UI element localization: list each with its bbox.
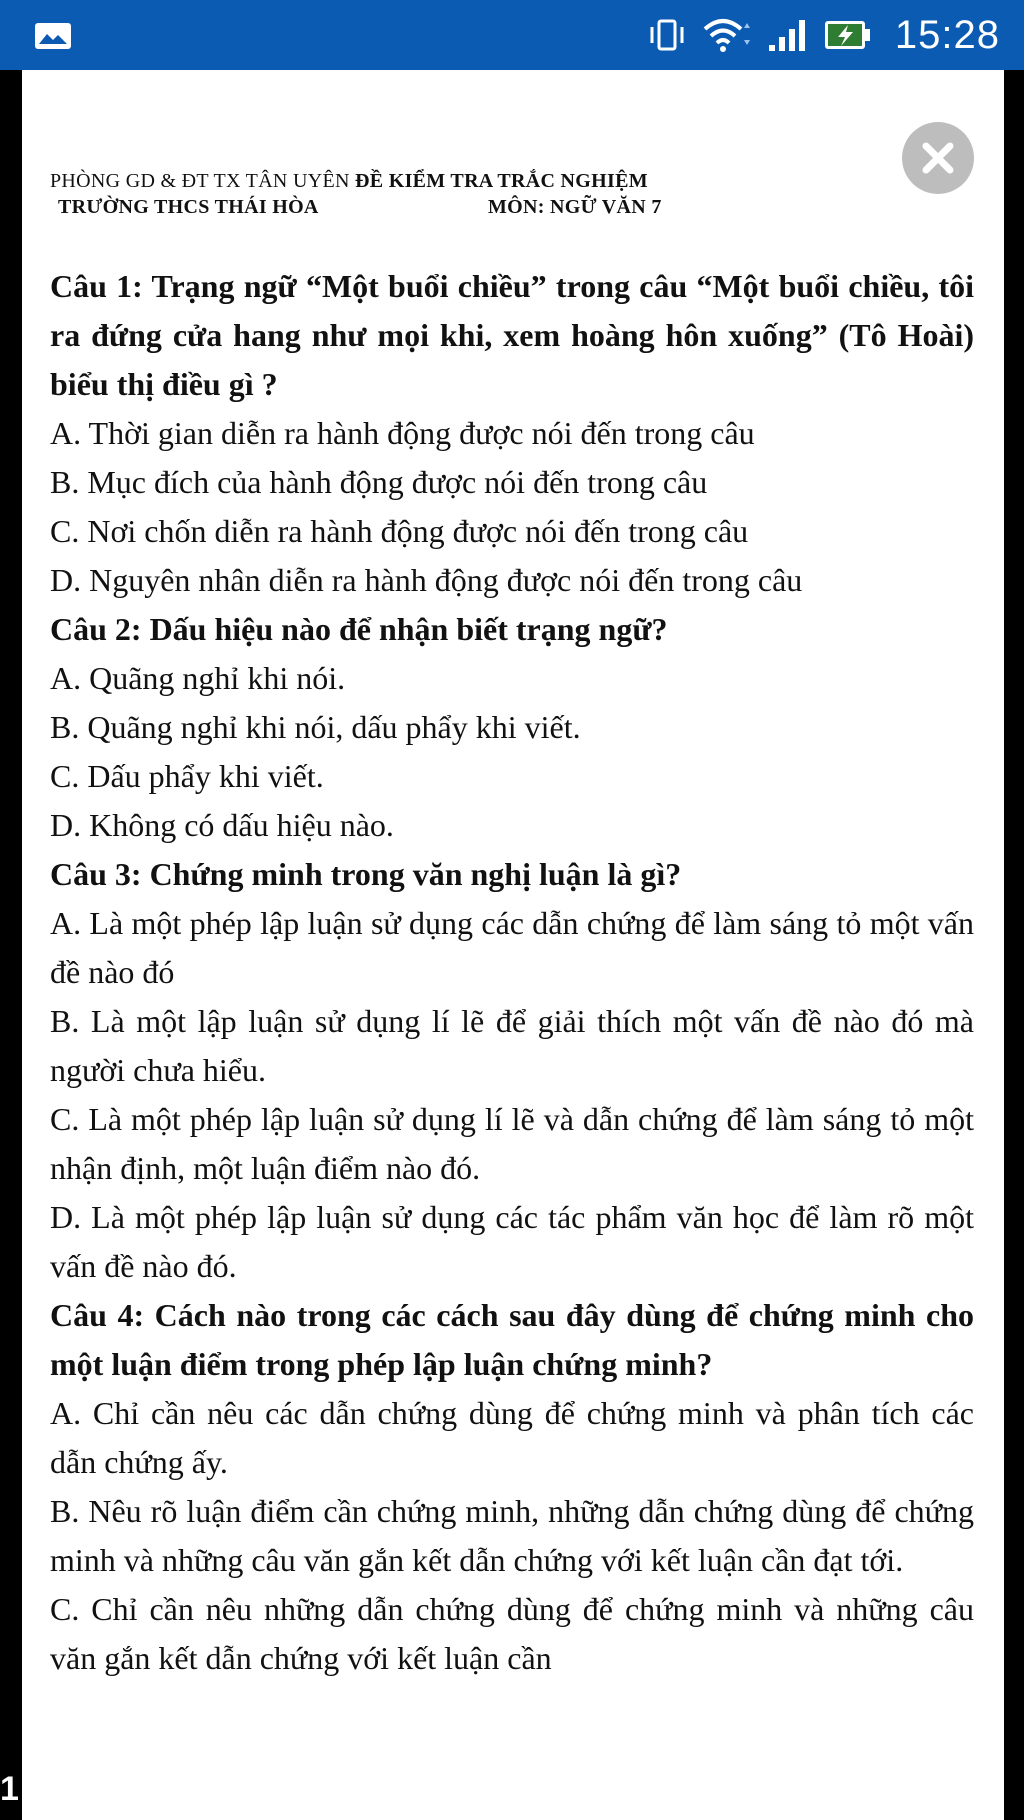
- vibrate-icon: [647, 17, 687, 53]
- option-a: A. Quãng nghỉ khi nói.: [50, 660, 346, 696]
- education-office: PHÒNG GD & ĐT TX TÂN UYÊN: [50, 170, 350, 192]
- exam-title: ĐỀ KIỂM TRA TRẮC NGHIỆM: [355, 170, 648, 192]
- question-1: [50, 262, 974, 605]
- document-header: [50, 168, 870, 220]
- option-d: D. Là một phép lập luận sử dụng các tác phẩm văn học để làm rõ một vấn đề nào đó.: [50, 1199, 974, 1284]
- option-c: C. Chỉ cần nêu những dẫn chứng dùng để chứng minh và những câu văn gắn kết dẫn chứng với kết luận cần: [50, 1591, 974, 1676]
- subject-name: MÔN: NGỮ VĂN 7: [488, 196, 662, 218]
- option-c: C. Nơi chốn diễn ra hành động được nói đến trong câu: [50, 513, 749, 549]
- option-b: B. Quãng nghỉ khi nói, dấu phẩy khi viết.: [50, 709, 581, 745]
- option-b: B. Nêu rõ luận điểm cần chứng minh, những dẫn chứng dùng để chứng minh và những câu văn gắn kết dẫn chứng với kết luận cần đạt tới.: [50, 1493, 974, 1578]
- signal-icon: [767, 17, 809, 53]
- option-c: C. Dấu phẩy khi viết.: [50, 758, 324, 794]
- page-marker: 1: [0, 1770, 19, 1808]
- question-text: Câu 3: Chứng minh trong văn nghị luận là gì?: [50, 856, 682, 892]
- question-text: Câu 1: Trạng ngữ “Một buổi chiều” trong câu “Một buổi chiều, tôi ra đứng cửa hang như mọi khi, xem hoàng hôn xuống” (Tô Hoài) biểu thị điều gì ?: [50, 268, 974, 402]
- close-button[interactable]: [902, 122, 974, 194]
- question-text: Câu 4: Cách nào trong các cách sau đây dùng để chứng minh cho một luận điểm trong phép lập luận chứng minh?: [50, 1297, 974, 1382]
- option-b: B. Là một lập luận sử dụng lí lẽ để giải thích một vấn đề nào đó mà người chưa hiểu.: [50, 1003, 974, 1088]
- option-b: B. Mục đích của hành động được nói đến trong câu: [50, 464, 708, 500]
- status-icons: [647, 0, 1000, 70]
- gallery-icon: [34, 22, 72, 50]
- school-name: TRƯỜNG THCS THÁI HÒA: [58, 196, 319, 218]
- option-a: A. Thời gian diễn ra hành động được nói đến trong câu: [50, 415, 755, 451]
- header-line-2: [50, 194, 870, 220]
- option-c: C. Là một phép lập luận sử dụng lí lẽ và dẫn chứng để làm sáng tỏ một nhận định, một luận điểm nào đó.: [50, 1101, 974, 1186]
- option-a: A. Chỉ cần nêu các dẫn chứng dùng để chứng minh và phân tích các dẫn chứng ấy.: [50, 1395, 974, 1480]
- question-2: [50, 605, 974, 850]
- option-a: A. Là một phép lập luận sử dụng các dẫn chứng để làm sáng tỏ một vấn đề nào đó: [50, 905, 974, 990]
- question-text: Câu 2: Dấu hiệu nào để nhận biết trạng ngữ?: [50, 611, 668, 647]
- close-icon: [918, 138, 958, 178]
- image-viewer: [22, 70, 1004, 1820]
- question-3: [50, 850, 974, 1291]
- question-4: [50, 1291, 974, 1683]
- wifi-icon: [701, 15, 753, 55]
- option-d: D. Nguyên nhân diễn ra hành động được nói đến trong câu: [50, 562, 803, 598]
- header-line-1: [50, 168, 870, 194]
- option-d: D. Không có dấu hiệu nào.: [50, 807, 394, 843]
- status-clock: 15:28: [894, 12, 1000, 57]
- battery-charging-icon: [823, 17, 873, 53]
- exam-content: [50, 262, 974, 1683]
- status-bar: [0, 0, 1024, 70]
